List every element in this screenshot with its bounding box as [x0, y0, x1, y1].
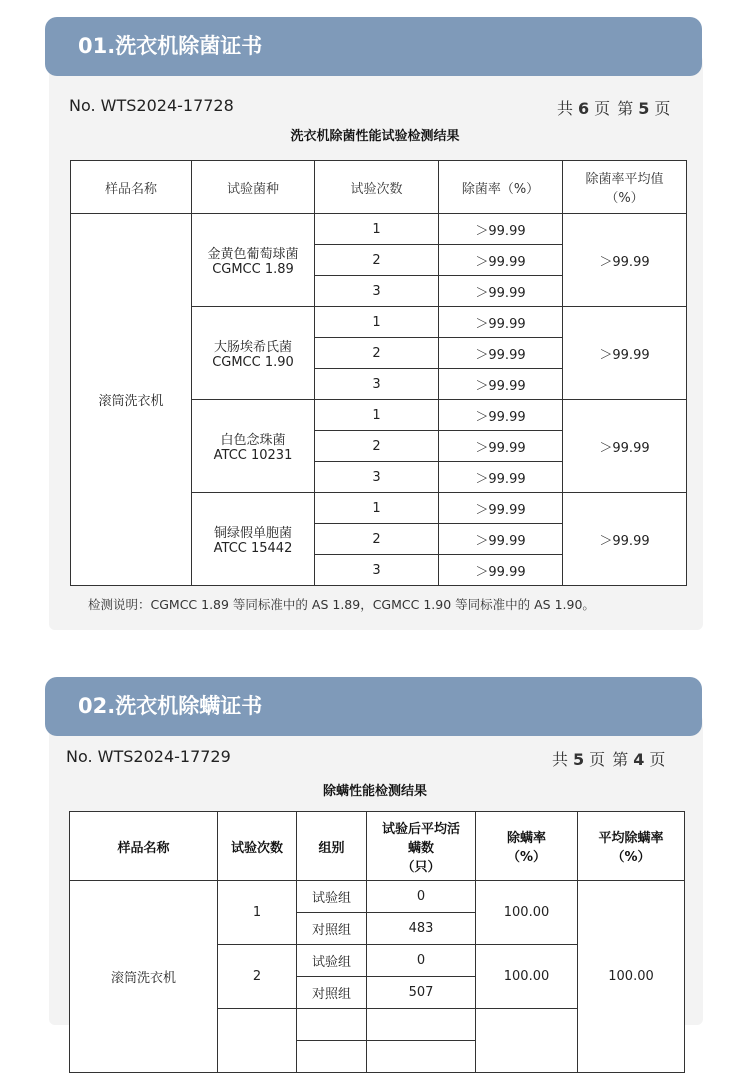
page-indicator: 共 5 页 第 4 页	[552, 750, 667, 769]
rate-cell: ＞99.99	[439, 493, 563, 524]
rate-cell: ＞99.99	[439, 369, 563, 400]
header-group: 组别	[297, 812, 367, 881]
sample-name-cell: 滚筒洗衣机	[70, 881, 218, 1073]
trial-cell: 1	[315, 214, 439, 245]
trial-cell: 3	[315, 555, 439, 586]
header-mite-count: 试验后平均活 螨数 （只）	[367, 812, 476, 881]
results-title: 除螨性能检测结果	[322, 784, 427, 799]
page-indicator: 共 6 页 第 5 页	[557, 99, 672, 118]
mite-removal-results-table	[69, 811, 685, 1073]
trial-cell: 3	[315, 276, 439, 307]
trial-cell: 3	[315, 369, 439, 400]
strain-cell: 白色念珠菌 ATCC 10231	[192, 400, 315, 493]
count-cell: 0	[367, 945, 476, 977]
strain-cell: 金黄色葡萄球菌 CGMCC 1.89	[192, 214, 315, 307]
trial-cell	[218, 1009, 297, 1073]
group-cell: 试验组	[297, 945, 367, 977]
count-cell: 507	[367, 977, 476, 1009]
rate-cell: ＞99.99	[439, 524, 563, 555]
table-row	[71, 214, 687, 245]
table-header-row	[70, 812, 685, 881]
header-removal-rate: 除螨率 （%）	[476, 812, 578, 881]
results-title: 洗衣机除菌性能试验检测结果	[290, 129, 460, 144]
rate-cell: ＞99.99	[439, 400, 563, 431]
test-note: 检测说明：CGMCC 1.89 等同标准中的 AS 1.89，CGMCC 1.90 等同标准中的 AS 1.90。	[88, 597, 595, 612]
rate-cell: ＞99.99	[439, 307, 563, 338]
average-cell: 100.00	[578, 881, 685, 1073]
trial-cell: 2	[315, 245, 439, 276]
header-average-rate: 除菌率平均值 （%）	[563, 161, 687, 214]
header-sample-name: 样品名称	[70, 812, 218, 881]
header-trial-count: 试验次数	[315, 161, 439, 214]
header-trial-count: 试验次数	[218, 812, 297, 881]
trial-cell: 3	[315, 462, 439, 493]
rate-cell: ＞99.99	[439, 214, 563, 245]
group-cell	[297, 1009, 367, 1041]
header-strain: 试验菌种	[192, 161, 315, 214]
header-kill-rate: 除菌率（%）	[439, 161, 563, 214]
rate-cell: ＞99.99	[439, 462, 563, 493]
group-cell: 对照组	[297, 913, 367, 945]
average-cell: ＞99.99	[563, 493, 687, 586]
table-header-row	[71, 161, 687, 214]
document-number: No. WTS2024-17729	[66, 747, 231, 766]
rate-cell: ＞99.99	[439, 276, 563, 307]
group-cell: 对照组	[297, 977, 367, 1009]
count-cell	[367, 1041, 476, 1073]
header-average-removal-rate: 平均除螨率 （%）	[578, 812, 685, 881]
group-cell	[297, 1041, 367, 1073]
rate-cell: ＞99.99	[439, 431, 563, 462]
document-number: No. WTS2024-17728	[69, 96, 234, 115]
rate-cell: ＞99.99	[439, 338, 563, 369]
trial-cell: 2	[218, 945, 297, 1009]
rate-cell: ＞99.99	[439, 245, 563, 276]
rate-cell: 100.00	[476, 881, 578, 945]
group-cell: 试验组	[297, 881, 367, 913]
trial-cell: 1	[218, 881, 297, 945]
average-cell: ＞99.99	[563, 400, 687, 493]
trial-cell: 1	[315, 400, 439, 431]
average-cell: ＞99.99	[563, 214, 687, 307]
trial-cell: 1	[315, 307, 439, 338]
section-banner-mite-removal: 02.洗衣机除螨证书	[45, 677, 702, 736]
average-cell: ＞99.99	[563, 307, 687, 400]
strain-cell: 大肠埃希氏菌 CGMCC 1.90	[192, 307, 315, 400]
section-banner-sterilization: 01.洗衣机除菌证书	[45, 17, 702, 76]
rate-cell	[476, 1009, 578, 1073]
rate-cell: 100.00	[476, 945, 578, 1009]
trial-cell: 1	[315, 493, 439, 524]
trial-cell: 2	[315, 431, 439, 462]
count-cell: 483	[367, 913, 476, 945]
table-row	[70, 881, 685, 913]
strain-cell: 铜绿假单胞菌 ATCC 15442	[192, 493, 315, 586]
count-cell: 0	[367, 881, 476, 913]
sterilization-results-table	[70, 160, 687, 586]
trial-cell: 2	[315, 338, 439, 369]
rate-cell: ＞99.99	[439, 555, 563, 586]
count-cell	[367, 1009, 476, 1041]
trial-cell: 2	[315, 524, 439, 555]
header-sample-name: 样品名称	[71, 161, 192, 214]
sample-name-cell: 滚筒洗衣机	[71, 214, 192, 586]
